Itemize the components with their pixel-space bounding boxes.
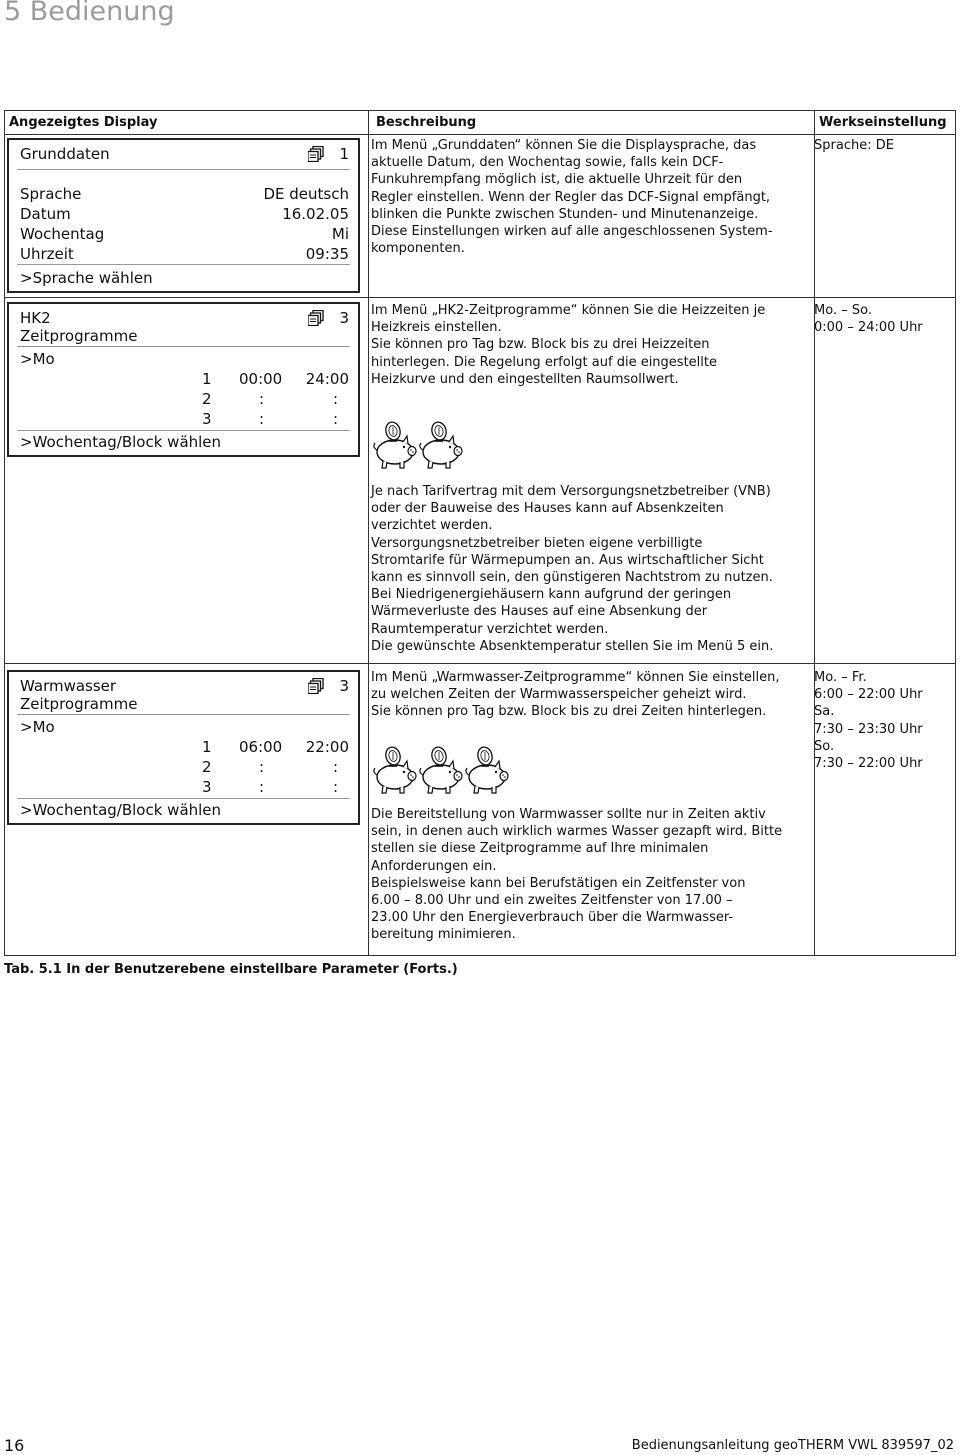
display-label: Uhrzeit (20, 245, 74, 263)
menu-icon (308, 146, 324, 162)
slot-end: : (332, 390, 338, 408)
document-title: Bedienungsanleitung geoTHERM VWL 839597_02 (631, 1438, 954, 1453)
row-divider (4, 297, 956, 298)
display-page: 1 (339, 145, 349, 163)
display-value: Mi (331, 225, 349, 243)
description: Im Menü „Grunddaten“ können Sie die Displaysprache, das aktuelle Datum, den Wochentag sowie, falls kein DCF- Funkuhrempfang möglich ist, die aktuelle Uhrzeit für den Regler einstellen. Wenn der Regler das DCF-Signal empfängt, blinken die Punkte zwischen Stunden- und Minutenanzeige. Diese Einstellungen wirken auf alle angeschlossenen System- komponenten. (371, 138, 773, 257)
column-divider (814, 111, 815, 955)
slot-start: : (259, 410, 265, 428)
display-footer: >Wochentag/Block wählen (20, 433, 222, 451)
slot-start: 06:00 (239, 738, 283, 756)
display-label: Sprache (20, 185, 82, 203)
slot-start: 00:00 (239, 370, 283, 388)
slot-number: 1 (202, 738, 212, 756)
display-footer: >Sprache wählen (20, 269, 153, 287)
piggy-bank-icon (419, 746, 467, 804)
display-page: 3 (339, 309, 349, 327)
default-setting: Mo. – So. 0:00 – 24:00 Uhr (814, 303, 923, 336)
display-value: DE deutsch (263, 185, 349, 203)
page-number: 16 (4, 1436, 25, 1455)
default-setting: Mo. – Fr. 6:00 – 22:00 Uhr Sa. 7:30 – 23:30 Uhr So. 7:30 – 22:00 Uhr (814, 670, 923, 772)
display-divider (17, 169, 350, 170)
column-divider (368, 111, 369, 955)
display-divider (17, 798, 350, 799)
display-subtitle: Zeitprogramme (20, 327, 138, 345)
display-day: >Mo (20, 718, 55, 736)
description-note: Je nach Tarifvertrag mit dem Versorgungsnetzbetreiber (VNB) oder der Bauweise des Hauses kann auf Absenkzeiten verzichtet werden. Versorgungsnetzbetreiber bieten eigene verbilligte Stromtarife für Wärmepumpen an. Aus wirtschaftlicher Sicht kann es sinnvoll sein, den günstigeren Nachtstrom zu nutzen. Bei Niedrigenergiehäusern kann aufgrund der geringen Wärmeverluste des Hauses auf eine Absenkung der Raumtemperatur verzichtet werden. Die gewünschte Absenktemperatur stellen Sie im Menü 5 ein. (371, 484, 774, 654)
menu-icon (308, 678, 324, 694)
display-label: Wochentag (20, 225, 105, 243)
section-title: 5 Bedienung (4, 0, 175, 27)
header-beschreibung: Beschreibung (376, 115, 477, 130)
slot-start: : (259, 778, 265, 796)
slot-number: 1 (202, 370, 212, 388)
display-warmwasser-zeitprogramme (7, 670, 360, 825)
slot-end: 22:00 (305, 738, 349, 756)
slot-end: : (332, 758, 338, 776)
header-werkseinstellung: Werkseinstellung (819, 115, 947, 130)
display-day: >Mo (20, 350, 55, 368)
slot-start: : (259, 758, 265, 776)
slot-number: 3 (202, 410, 212, 428)
row-divider (4, 663, 956, 664)
piggy-bank-icon (465, 746, 513, 804)
slot-end: : (332, 778, 338, 796)
description-note: Die Bereitstellung von Warmwasser sollte nur in Zeiten aktiv sein, in denen auch wirklich warmes Wasser gezapft wird. Bitte stellen sie diese Zeitprogramme auf Ihre minimalen Anforderungen ein. Beispielsweise kann bei Berufstätigen ein Zeitfenster von 6.00 – 8.00 Uhr und ein zweites Zeitfenster von 17.00 – 23.00 Uhr den Energieverbrauch über die Warmwasser- bereitung minimieren. (371, 807, 783, 943)
slot-start: : (259, 390, 265, 408)
display-value: 09:35 (305, 245, 349, 263)
display-title: HK2 (20, 309, 51, 327)
header-divider (5, 134, 955, 135)
slot-end: 24:00 (305, 370, 349, 388)
display-page: 3 (339, 677, 349, 695)
display-title: Warmwasser (20, 677, 117, 695)
description: Im Menü „HK2-Zeitprogramme“ können Sie die Heizzeiten je Heizkreis einstellen. Sie können pro Tag bzw. Block bis zu drei Heizzeiten hinterlegen. Die Regelung erfolgt auf die eingestellte Heizkurve und den eingestellten Raumsollwert. (371, 303, 766, 387)
header-display: Angezeigtes Display (9, 115, 158, 130)
slot-end: : (332, 410, 338, 428)
display-divider (17, 346, 350, 347)
piggy-bank-icon (373, 421, 421, 479)
piggy-bank-icon (373, 746, 421, 804)
display-value: 16.02.05 (282, 205, 349, 223)
slot-number: 2 (202, 758, 212, 776)
display-subtitle: Zeitprogramme (20, 695, 138, 713)
display-divider (17, 714, 350, 715)
piggy-bank-icon (419, 421, 467, 479)
display-hk2-zeitprogramme (7, 302, 360, 457)
table-caption: Tab. 5.1 In der Benutzerebene einstellbare Parameter (Forts.) (4, 962, 458, 977)
slot-number: 3 (202, 778, 212, 796)
display-title: Grunddaten (20, 145, 110, 163)
display-divider (17, 430, 350, 431)
description: Im Menü „Warmwasser-Zeitprogramme“ können Sie einstellen, zu welchen Zeiten der Warmwasserspeicher geheizt wird. Sie können pro Tag bzw. Block bis zu drei Zeiten hinterlegen. (371, 670, 780, 720)
menu-icon (308, 310, 324, 326)
slot-number: 2 (202, 390, 212, 408)
display-grunddaten (7, 138, 360, 293)
display-footer: >Wochentag/Block wählen (20, 801, 222, 819)
default-setting: Sprache: DE (814, 138, 894, 153)
display-divider (17, 264, 350, 265)
display-label: Datum (20, 205, 71, 223)
